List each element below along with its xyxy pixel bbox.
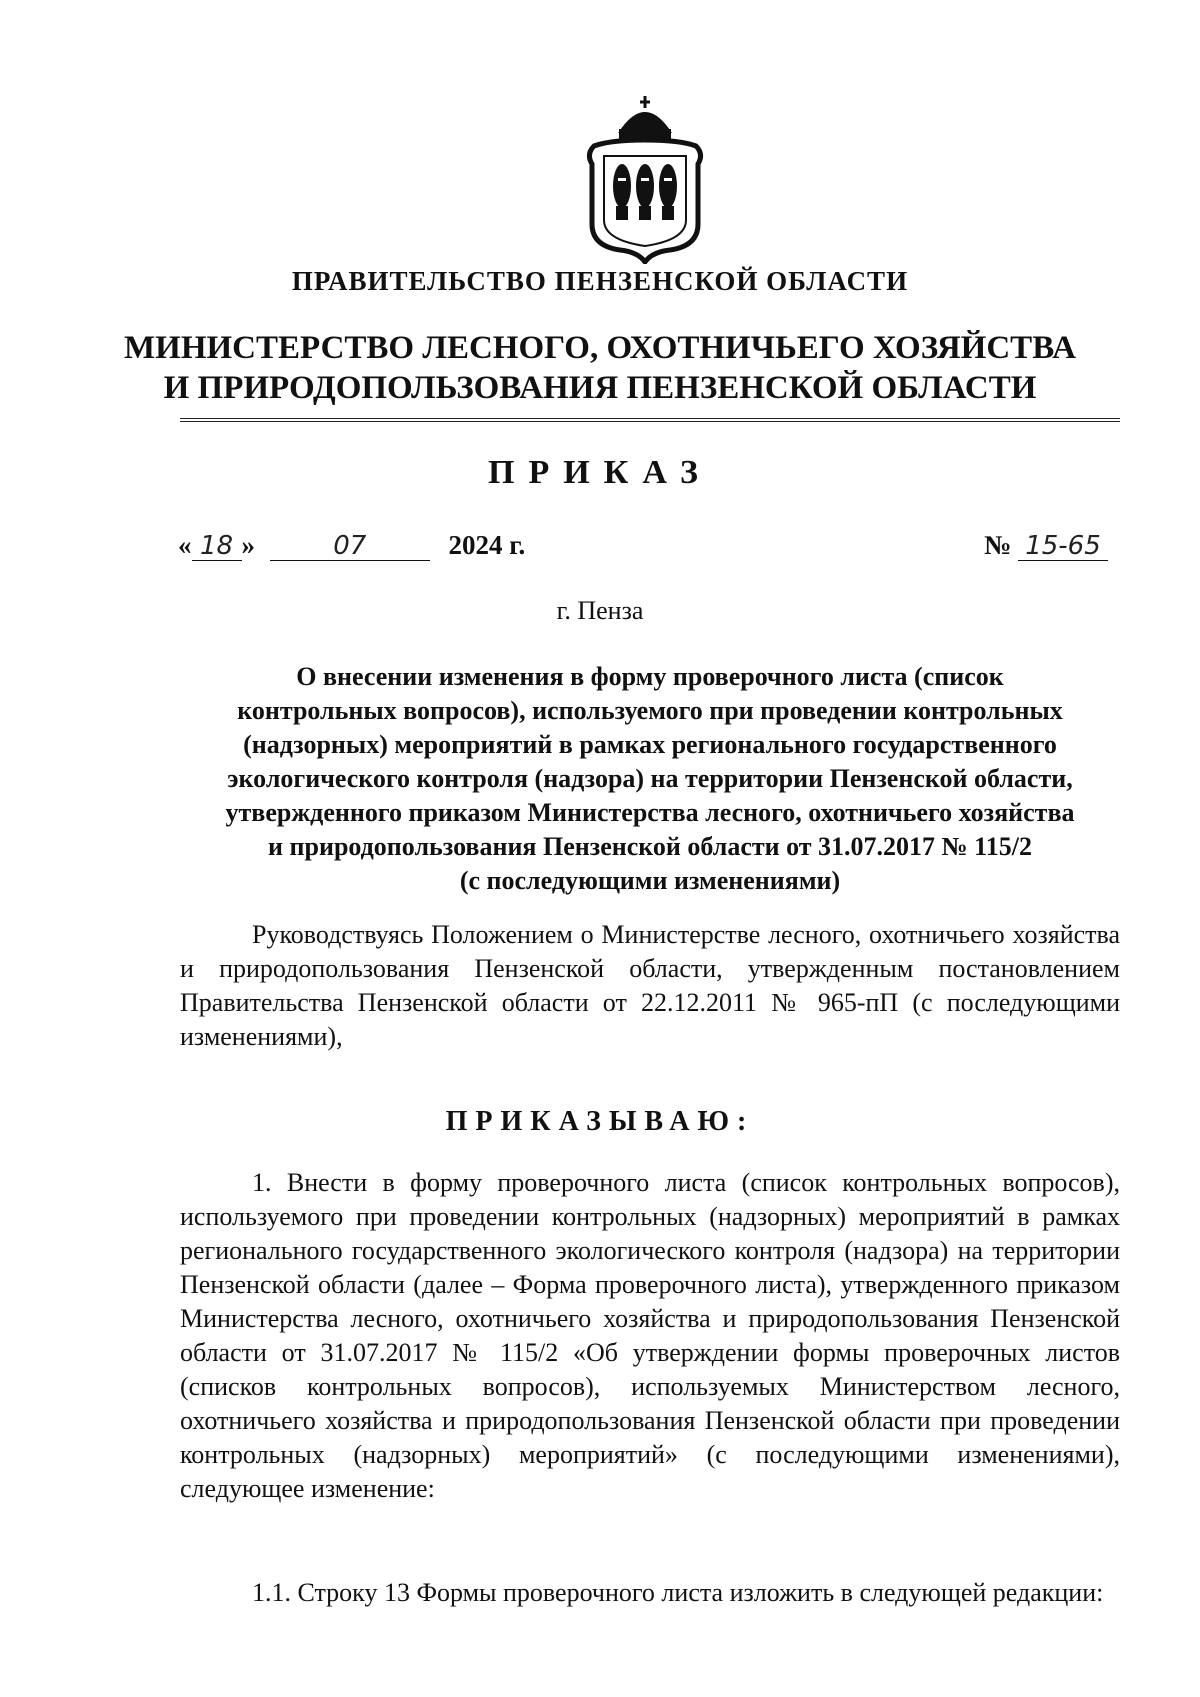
preamble-paragraph: Руководствуясь Положением о Министерстве лесного, охотничьего хозяйства и природопользования Пензенской области, утвержденным постановлением Правительства Пензенской области от 22.12.2011 № 965-пП (с последующими изменениями), [180,920,1120,1051]
header-divider [180,418,1120,422]
subject-line: (с последующими изменениями) [459,866,841,895]
order-word: ПРИКАЗЫВАЮ: [445,1106,755,1137]
order-subject [180,660,1120,898]
ministry-title-line: МИНИСТЕРСТВО ЛЕСНОГО, ОХОТНИЧЬЕГО ХОЗЯЙСТВА [124,330,1076,366]
order-number [984,530,1108,561]
order-date [178,530,525,561]
handwritten-number: 15-65 [1018,532,1108,561]
ministry-title [0,328,1200,408]
subject-line: О внесении изменения в форму проверочного листа (список [296,662,1004,691]
order-item-1-1: 1.1. Строку 13 Формы проверочного листа изложить в следующей редакции: [252,1578,1104,1607]
document-type-title: ПРИКАЗ [488,454,712,491]
penza-coat-of-arms-icon [580,94,710,264]
open-quote: « [178,530,192,560]
government-title: ПРАВИТЕЛЬСТВО ПЕНЗЕНСКОЙ ОБЛАСТИ [291,266,909,296]
number-label: № [984,530,1012,560]
subject-line: (надзорных) мероприятий в рамках регионального государственного [243,730,1057,759]
date-number-row [178,530,1118,570]
subject-line: и природопользования Пензенской области от 31.07.2017 № 115/2 [268,832,1032,861]
order-year: 2024 г. [448,530,526,560]
handwritten-month: 07 [270,532,430,561]
subject-line: экологического контроля (надзора) на территории Пензенской области, [227,764,1073,793]
handwritten-day: 18 [192,532,242,561]
subject-line: утвержденного приказом Министерства лесного, охотничьего хозяйства [225,798,1075,827]
subject-line: контрольных вопросов), используемого при проведении контрольных [237,696,1063,725]
city: г. Пенза [556,596,644,625]
order-item-1: 1. Внести в форму проверочного листа (список контрольных вопросов), используемого при проведении контрольных (надзорных) мероприятий в рамках регионального государственного экологического контроля (надзора) на территории Пензенской области (далее – Форма проверочного листа), утвержденного приказом Министерства лесного, охотничьего хозяйства и природопользования Пензенской области от 31.07.2017 № 115/2 «Об утверждении формы проверочных листов (списков контрольных вопросов), используемых Министерством лесного, охотничьего хозяйства и природопользования Пензенской области при проведении контрольных (надзорных) мероприятий» (с последующими изменениями), следующее изменение: [180,1168,1120,1503]
ministry-title-line: И ПРИРОДОПОЛЬЗОВАНИЯ ПЕНЗЕНСКОЙ ОБЛАСТИ [163,370,1037,406]
close-quote: » [241,530,255,560]
